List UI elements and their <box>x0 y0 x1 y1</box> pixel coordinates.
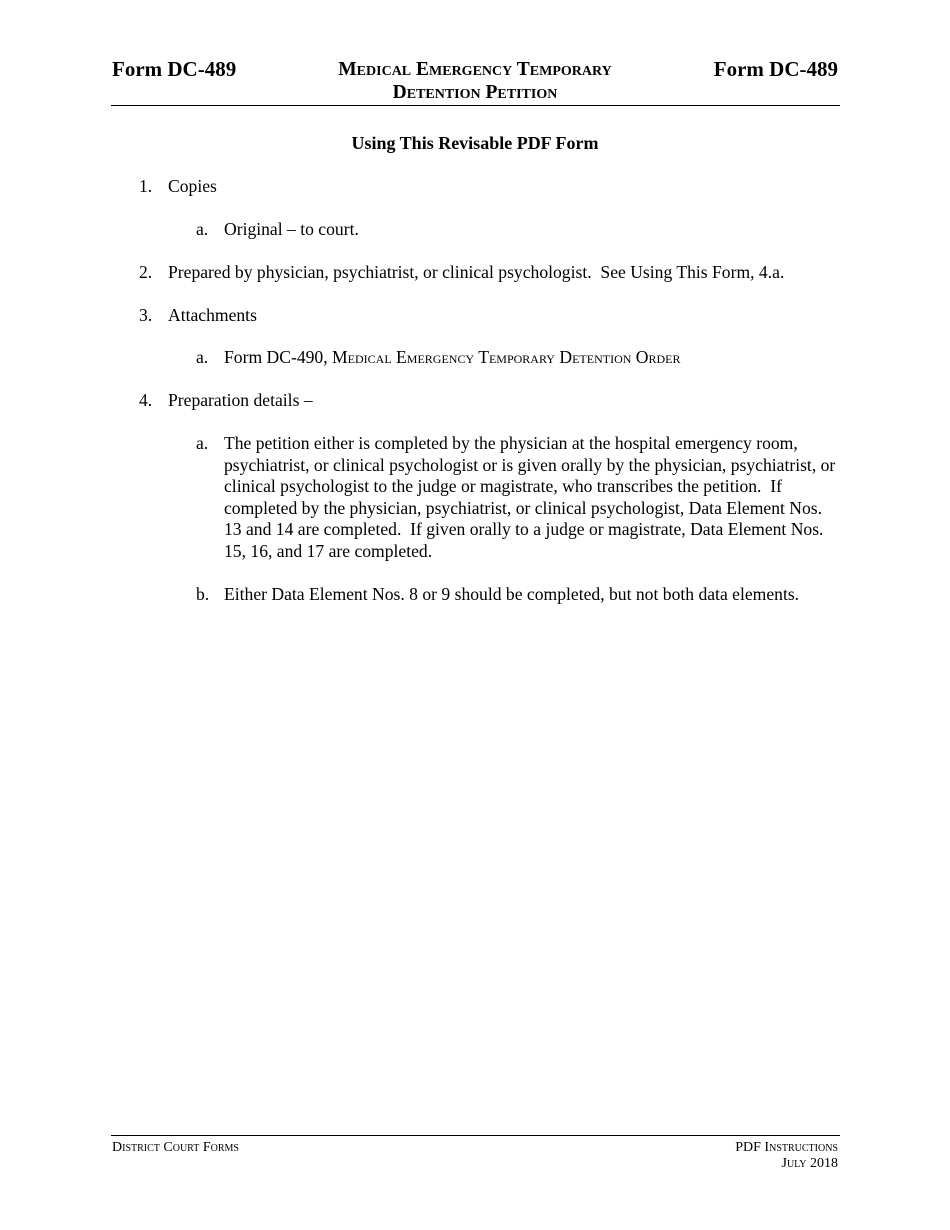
page-footer <box>111 1135 840 1171</box>
list-item-text: Preparation details – <box>168 390 313 410</box>
footer-instructions-label: PDF Instructions <box>735 1140 838 1155</box>
attachment-form-title: Medical Emergency Temporary Detention Order <box>332 347 681 367</box>
list-subitem-letter: a. <box>196 347 209 367</box>
list-item-text: Prepared by physician, psychiatrist, or clinical psychologist. See Using This Form, 4.a. <box>168 262 785 282</box>
document-title-line2: Detention Petition <box>392 82 558 103</box>
footer-date: July 2018 <box>781 1156 838 1171</box>
list-subitem-letter: a. <box>196 219 209 239</box>
document-title-line1: Medical Emergency Temporary <box>338 59 612 80</box>
list-item-number: 2. <box>139 262 153 282</box>
list-subitem-letter: b. <box>196 584 210 604</box>
footer-left-text: District Court Forms <box>112 1140 239 1155</box>
form-number-left: Form DC-489 <box>112 57 237 81</box>
list-item-text: Attachments <box>168 305 257 325</box>
list-subitem-text: Original – to court. <box>224 219 359 239</box>
list-subitem-text <box>224 347 838 369</box>
attachment-form-number: Form DC-490, <box>224 347 333 367</box>
list-item-number: 1. <box>139 176 153 196</box>
list-item-text: Copies <box>168 176 217 196</box>
list-item-number: 3. <box>139 305 153 325</box>
form-number-right: Form DC-489 <box>713 57 838 81</box>
list-subitem-text: Either Data Element Nos. 8 or 9 should be completed, but not both data elements. <box>224 584 800 604</box>
document-title <box>261 58 689 104</box>
list-subitem-text: The petition either is completed by the physician at the hospital emergency room, psychiatrist, or clinical psychologist or is given orally by the physician, psychiatrist, or clinical psychologist to the judge or magistrate, who transcribes the petition. If completed by the physician, psychiatrist, or clinical psychologist, Data Element Nos. 13 and 14 are completed. If given orally to a judge or magistrate, Data Element Nos. 15, 16, and 17 are completed. <box>224 433 840 561</box>
section-title: Using This Revisable PDF Form <box>351 133 599 153</box>
list-subitem-letter: a. <box>196 433 209 453</box>
footer-right-text <box>735 1140 838 1172</box>
page-header <box>111 57 840 106</box>
list-item-number: 4. <box>139 390 153 410</box>
